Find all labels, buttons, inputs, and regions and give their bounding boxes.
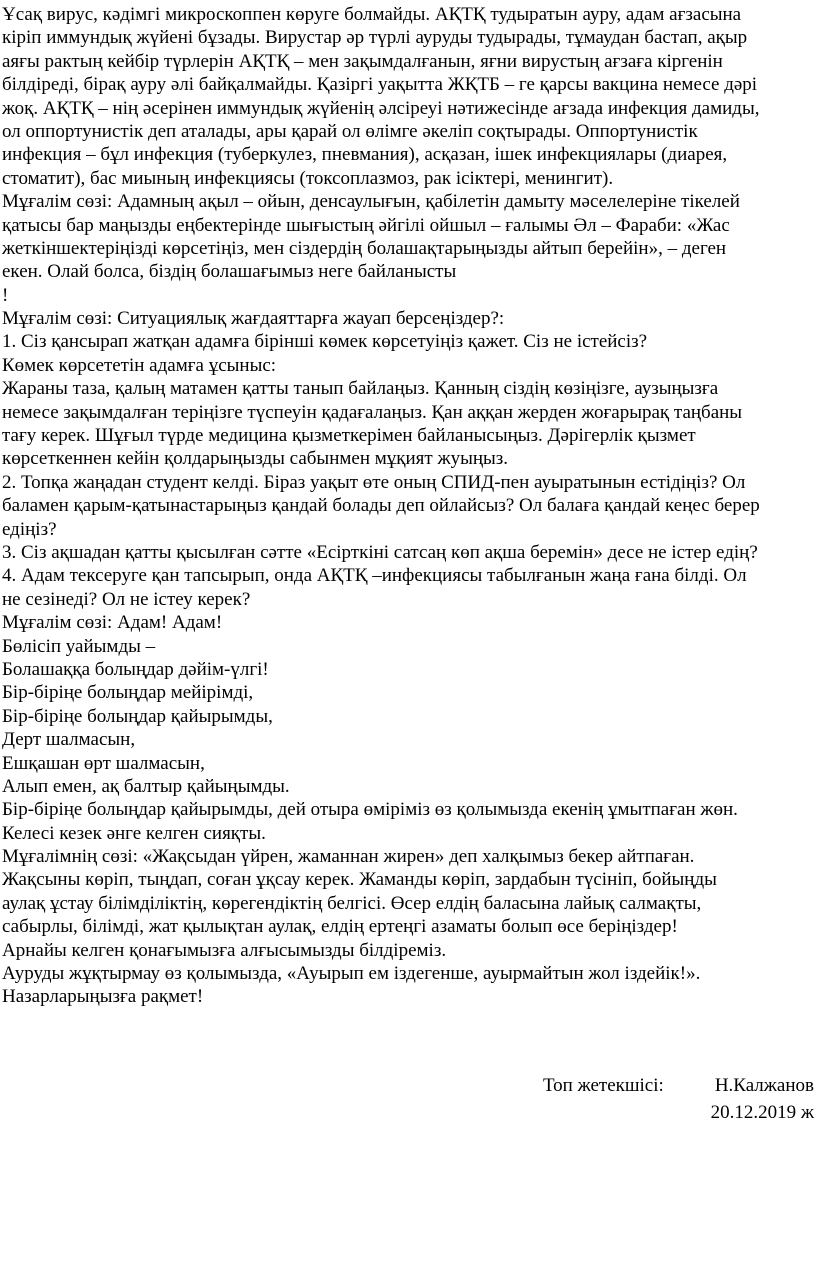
- text-line: тағу керек. Шұғыл түрде медицина қызметкерімен байланысыңыз. Дәрігерлік қызмет: [2, 425, 696, 447]
- text-line: 2. Топқа жаңадан студент келді. Біраз уақыт өте оның СПИД-пен ауыратынын естідіңіз? Ол: [2, 471, 746, 493]
- text-line: Бір-біріңе болыңдар мейірімді,: [2, 682, 254, 704]
- text-line: 1. Сіз қансырап жатқан адамға бірінші көмек көрсетуіңіз қажет. Сіз не істейсіз?: [2, 331, 648, 353]
- text-line: екен. Олай болса, біздің болашағымыз неге байланысты: [2, 261, 457, 283]
- text-line: сабырлы, білімді, жат қылықтан аулақ, елдің ертеңгі азаматы болып өсе беріңіздер!: [2, 916, 678, 938]
- text-line: Мұғалім сөзі: Адам! Адам!: [2, 612, 223, 634]
- text-line: не сезінеді? Ол не істеу керек?: [2, 588, 251, 610]
- text-line: Мұғалімнің сөзі: «Жақсыдан үйрен, жаманнан жирен» деп халқымыз бекер айтпаған.: [2, 846, 695, 868]
- text-line: баламен қарым-қатынастарыңыз қандай болады деп ойлайсыз? Ол балаға қандай кеңес берер: [2, 495, 760, 517]
- text-line: 4. Адам тексеруге қан тапсырып, онда АҚТҚ –инфекциясы табылғанын жаңа ғана білді. Ол: [2, 565, 747, 587]
- text-line: Алып емен, ақ балтыр қайыңымды.: [2, 775, 290, 797]
- text-line: көрсеткеннен кейін қолдарыңызды сабынмен мұқият жуыңыз.: [2, 448, 509, 470]
- text-line: стоматит), бас миының инфекциясы (токсоплазмоз, рак ісіктері, менингит).: [2, 167, 614, 189]
- text-line: !: [2, 284, 9, 306]
- text-line: Көмек көрсететін адамға ұсыныс:: [2, 354, 277, 376]
- text-line: Ұсақ вирус, кәдімгі микроскоппен көруге болмайды. АҚТҚ тудыратын ауру, адам ағзасына: [2, 4, 742, 25]
- signature-block: [0, 1072, 816, 1126]
- text-line: кіріп иммундық жүйені бұзады. Вирустар әр түрлі ауруды тудырады, тұмаудан бастап, ақыр: [2, 27, 748, 49]
- text-line: қатысы бар маңызды еңбектерінде шығыстың әйгілі ойшыл – ғалымы Әл – Фараби: «Жас: [2, 214, 730, 236]
- group-leader-label: Топ жетекшісі:: [543, 1075, 664, 1096]
- text-line: немесе зақымдалған теріңізге түспеуін қадағалаңыз. Қан аққан жерден жоғарырақ таңбаны: [2, 401, 743, 423]
- text-line: Жараны таза, қалың матамен қатты танып байлаңыз. Қанның сіздің көзіңізге, аузыңызға: [2, 378, 719, 400]
- text-line: аулақ ұстау білімділіктің, көрегендіктің белгісі. Өсер елдің баласына лайық салмақты,: [2, 892, 702, 914]
- text-line: Жақсыны көріп, тыңдап, соған ұқсау керек. Жаманды көріп, зардабын түсініп, бойыңды: [2, 869, 717, 891]
- text-line: 3. Сіз ақшадан қатты қысылған сәтте «Есірткіні сатсаң көп ақша беремін» десе не істер едің?: [2, 541, 758, 563]
- document-date: 20.12.2019 ж: [710, 1102, 814, 1123]
- text-line: Бір-біріңе болыңдар қайырымды, дей отыра өміріміз өз қолымызда екенің ұмытпаған жөн.: [2, 799, 738, 821]
- signature-line: [0, 1072, 816, 1099]
- text-line: Бөлісіп уайымды –: [2, 635, 156, 657]
- text-line: Мұғалім сөзі: Адамның ақыл – ойын, денсаулығын, қабілетін дамыту мәселелеріне тікелей: [2, 191, 740, 213]
- text-line: білдіреді, бірақ ауру әлі байқалмайды. Қазіргі уақытта ЖҚТБ – ге қарсы вакцина немесе дәрі: [2, 74, 758, 96]
- date-line: [0, 1099, 816, 1126]
- text-line: едіңіз?: [2, 518, 57, 540]
- text-line: Дерт шалмасын,: [2, 729, 136, 751]
- group-leader-name: Н.Калжанов: [714, 1075, 814, 1096]
- text-line: инфекция – бұл инфекция (туберкулез, пневмания), асқазан, ішек инфекциялары (диарея,: [2, 144, 728, 166]
- text-line: Мұғалім сөзі: Ситуациялық жағдаяттарға жауап берсеңіздер?:: [2, 308, 505, 330]
- text-line: Бір-біріңе болыңдар қайырымды,: [2, 705, 273, 727]
- text-line: жоқ. АҚТҚ – нің әсерінен иммундық жүйенің әлсіреуі нәтижесінде ағзада инфекция дамиды,: [2, 97, 760, 119]
- text-line: Болашаққа болыңдар дәйім-үлгі!: [2, 658, 269, 680]
- text-line: Ауруды жұқтырмау өз қолымызда, «Ауырып ем іздегенше, ауырмайтын жол іздейік!».: [2, 963, 701, 985]
- text-line: Назарларыңызға рақмет!: [2, 986, 204, 1008]
- text-line: ол оппортунистік деп аталады, ары қарай ол өлімге әкеліп соқтырады. Оппортунистік: [2, 120, 698, 142]
- text-line: Ешқашан өрт шалмасын,: [2, 752, 205, 774]
- text-line: жеткіншектеріңізді көрсетіңіз, мен сіздердің болашақтарыңызды айтып берейін», – деген: [2, 237, 727, 259]
- text-line: аяғы рактың кейбір түрлерін АҚТҚ – мен зақымдалғанын, яғни вирустың ағзаға кіргенін: [2, 50, 723, 72]
- text-line: Арнайы келген қонағымызға алғысымызды білдіреміз.: [2, 939, 447, 961]
- text-line: Келесі кезек әнге келген сияқты.: [2, 822, 266, 844]
